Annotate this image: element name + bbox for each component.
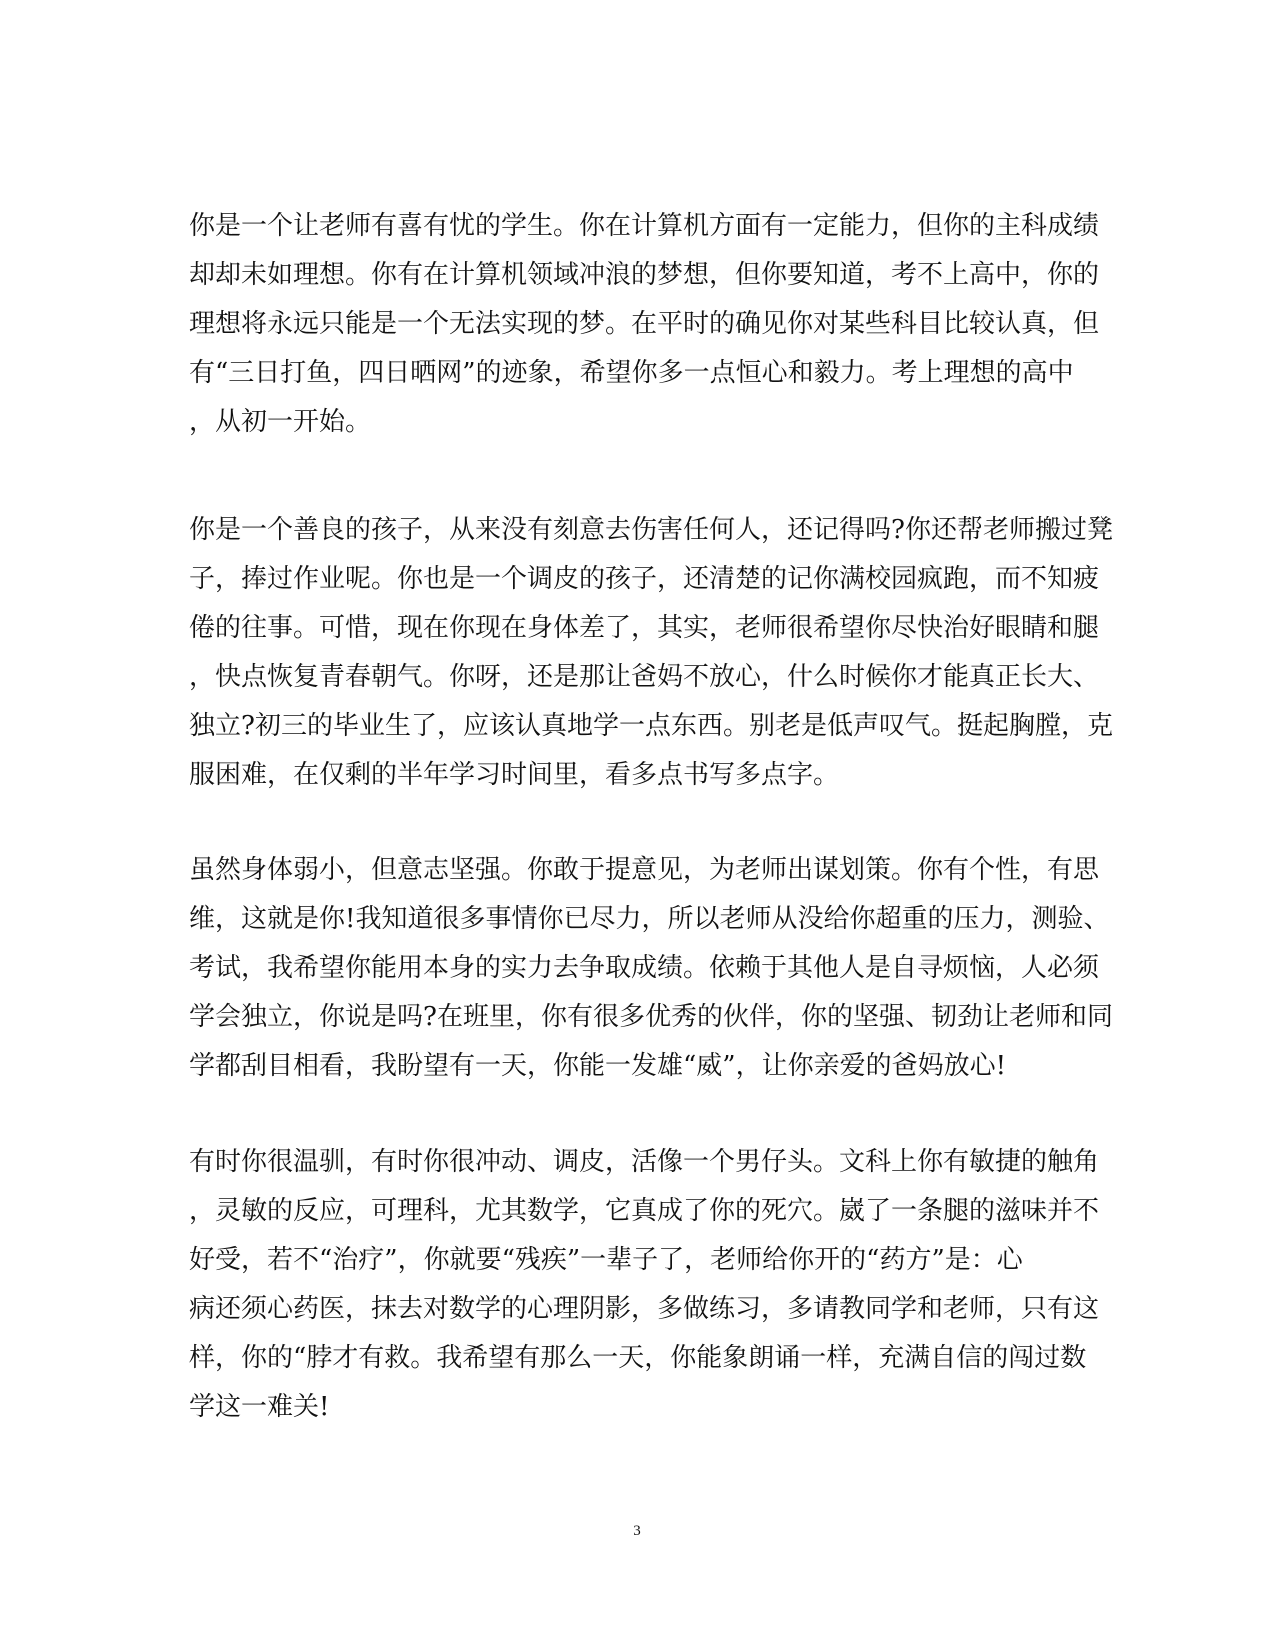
paragraph-line: 独立?初三的毕业生了，应该认真地学一点东西。别老是低声叹气。挺起胸膛，克 — [189, 711, 1113, 741]
paragraph-line: 考试，我希望你能用本身的实力去争取成绩。依赖于其他人是自寻烦恼，人必须 — [189, 953, 1100, 983]
paragraph-line: ，灵敏的反应，可理科，尤其数学，它真成了你的死穴。崴了一条腿的滋味并不 — [189, 1196, 1100, 1226]
paragraph-line: 好受，若不“治疗”，你就要“残疾”一辈子了，老师给你开的“药方”是：心 — [189, 1245, 1023, 1275]
paragraph-line: 学这一难关! — [189, 1392, 330, 1422]
paragraph-line: 维，这就是你!我知道很多事情你已尽力，所以老师从没给你超重的压力，测验、 — [189, 904, 1110, 934]
paragraph-line: 倦的往事。可惜，现在你现在身体差了，其实，老师很希望你尽快治好眼睛和腿 — [189, 613, 1100, 643]
paragraph-line: 病还须心药医，抹去对数学的心理阴影，多做练习，多请教同学和老师，只有这 — [189, 1294, 1100, 1324]
paragraph-line: 有时你很温驯，有时你很冲动、调皮，活像一个男仔头。文科上你有敏捷的触角 — [189, 1147, 1100, 1177]
paragraph-1 — [189, 202, 1100, 447]
paragraph-line: 理想将永远只能是一个无法实现的梦。在平时的确见你对某些科目比较认真，但 — [189, 309, 1100, 339]
paragraph-line: 你是一个让老师有喜有忧的学生。你在计算机方面有一定能力，但你的主科成绩 — [189, 211, 1100, 241]
paragraph-line: 学会独立，你说是吗?在班里，你有很多优秀的伙伴，你的坚强、韧劲让老师和同 — [189, 1002, 1113, 1032]
paragraph-2 — [189, 506, 1113, 800]
paragraph-line: 却却未如理想。你有在计算机领域冲浪的梦想，但你要知道，考不上高中，你的 — [189, 260, 1100, 290]
paragraph-line: 学都刮目相看，我盼望有一天，你能一发雄“威”，让你亲爱的爸妈放心! — [189, 1051, 1007, 1081]
paragraph-line: ，从初一开始。 — [189, 407, 372, 437]
paragraph-line: 样，你的“脖才有救。我希望有那么一天，你能象朗诵一样，充满自信的闯过数 — [189, 1343, 1087, 1373]
page-number: 3 — [633, 1523, 641, 1539]
paragraph-line: 有“三日打鱼，四日晒网”的迹象，希望你多一点恒心和毅力。考上理想的高中 — [189, 358, 1074, 388]
paragraph-line: 子，捧过作业呢。你也是一个调皮的孩子，还清楚的记你满校园疯跑，而不知疲 — [189, 564, 1100, 594]
paragraph-4 — [189, 1138, 1100, 1432]
paragraph-3 — [189, 846, 1113, 1091]
paragraph-line: 服困难，在仅剩的半年学习时间里，看多点书写多点字。 — [189, 760, 840, 790]
paragraph-line: ，快点恢复青春朝气。你呀，还是那让爸妈不放心，什么时候你才能真正长大、 — [189, 662, 1100, 692]
paragraph-line: 虽然身体弱小，但意志坚强。你敢于提意见，为老师出谋划策。你有个性，有思 — [189, 855, 1100, 885]
paragraph-line: 你是一个善良的孩子，从来没有刻意去伤害任何人，还记得吗?你还帮老师搬过凳 — [189, 515, 1113, 545]
